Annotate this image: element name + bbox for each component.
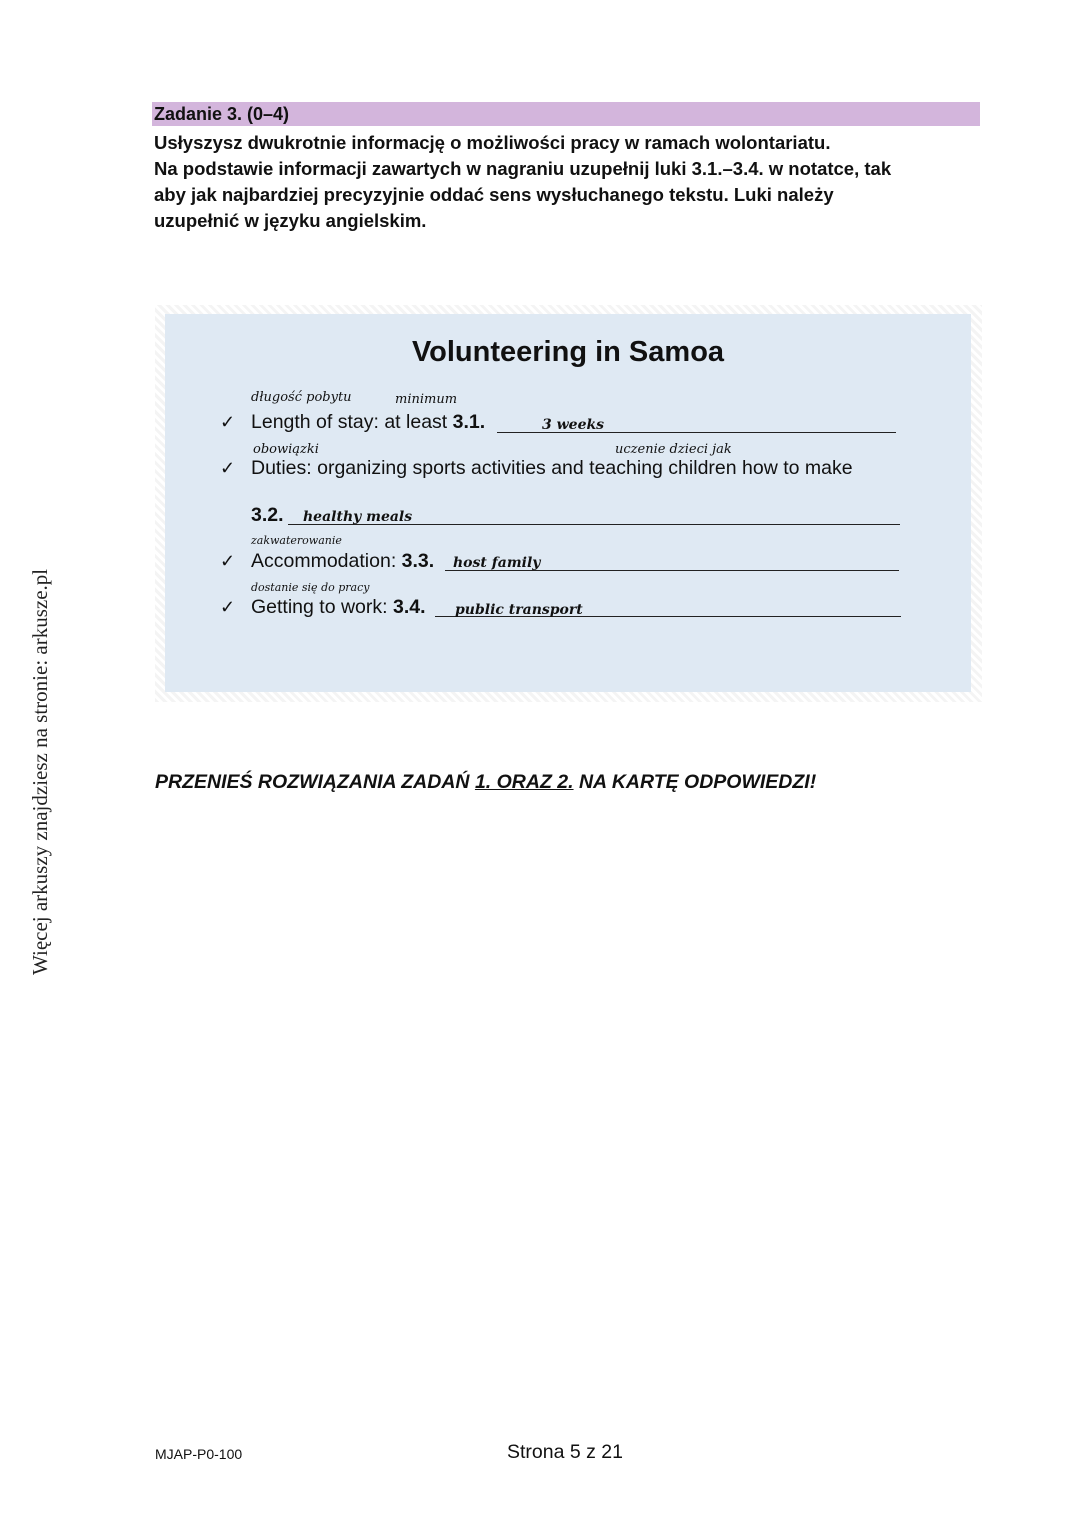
- instruction-line: Usłyszysz dwukrotnie informację o możliwości pracy w ramach wolontariatu.: [154, 132, 831, 153]
- instruction-line: aby jak najbardziej precyzyjnie oddać sens wysłuchanego tekstu. Luki należy: [154, 184, 834, 205]
- transfer-text: NA KARTĘ ODPOWIEDZI!: [573, 771, 817, 793]
- gap-number: 3.2.: [251, 504, 284, 526]
- item-text: Accommodation:: [251, 550, 402, 572]
- annotation: obowiązki: [253, 442, 319, 457]
- note-title: Volunteering in Samoa: [411, 336, 725, 368]
- item-length: [251, 411, 485, 434]
- task-instructions: [154, 130, 984, 234]
- note-box: [165, 314, 971, 692]
- gap-number: 3.4.: [392, 596, 426, 618]
- annotation: minimum: [395, 392, 458, 407]
- check-icon: ✓: [220, 412, 236, 432]
- check-icon: ✓: [220, 458, 236, 478]
- page-number: Strona 5 z 21: [507, 1441, 623, 1463]
- transfer-tasks: 1. ORAZ 2.: [474, 771, 574, 793]
- answer-3-3[interactable]: host family: [453, 555, 541, 571]
- task-heading: Zadanie 3. (0–4): [152, 102, 980, 126]
- item-duties: Duties: organizing sports activities and teaching children how to make: [251, 457, 853, 479]
- answer-3-1[interactable]: 3 weeks: [542, 417, 605, 433]
- transfer-reminder: [155, 771, 816, 794]
- item-text: Getting to work:: [251, 596, 393, 618]
- instruction-line: Na podstawie informacji zawartych w nagraniu uzupełnij luki 3.1.–3.4. w notatce, tak: [154, 158, 892, 179]
- annotation: zakwaterowanie: [251, 534, 342, 547]
- side-watermark-text: Więcej arkuszy znajdziesz na stronie: arkusze.pl: [28, 568, 52, 975]
- item-getting-to-work: [251, 596, 426, 619]
- gap-number: 3.3.: [401, 550, 435, 572]
- item-text: Length of stay: at least: [251, 411, 453, 433]
- check-icon: ✓: [220, 597, 236, 617]
- exam-code: MJAP-P0-100: [155, 1446, 243, 1462]
- instruction-line: uzupełnić w języku angielskim.: [154, 210, 427, 231]
- answer-3-4[interactable]: public transport: [455, 602, 583, 618]
- transfer-text: PRZENIEŚ ROZWIĄZANIA ZADAŃ: [155, 771, 475, 793]
- annotation: uczenie dzieci jak: [615, 442, 732, 457]
- annotation: dostanie się do pracy: [251, 581, 370, 594]
- answer-3-2[interactable]: healthy meals: [303, 509, 413, 525]
- item-accommodation: [251, 550, 434, 573]
- gap-number: 3.1.: [452, 411, 486, 433]
- annotation: długość pobytu: [251, 390, 352, 405]
- check-icon: ✓: [220, 551, 236, 571]
